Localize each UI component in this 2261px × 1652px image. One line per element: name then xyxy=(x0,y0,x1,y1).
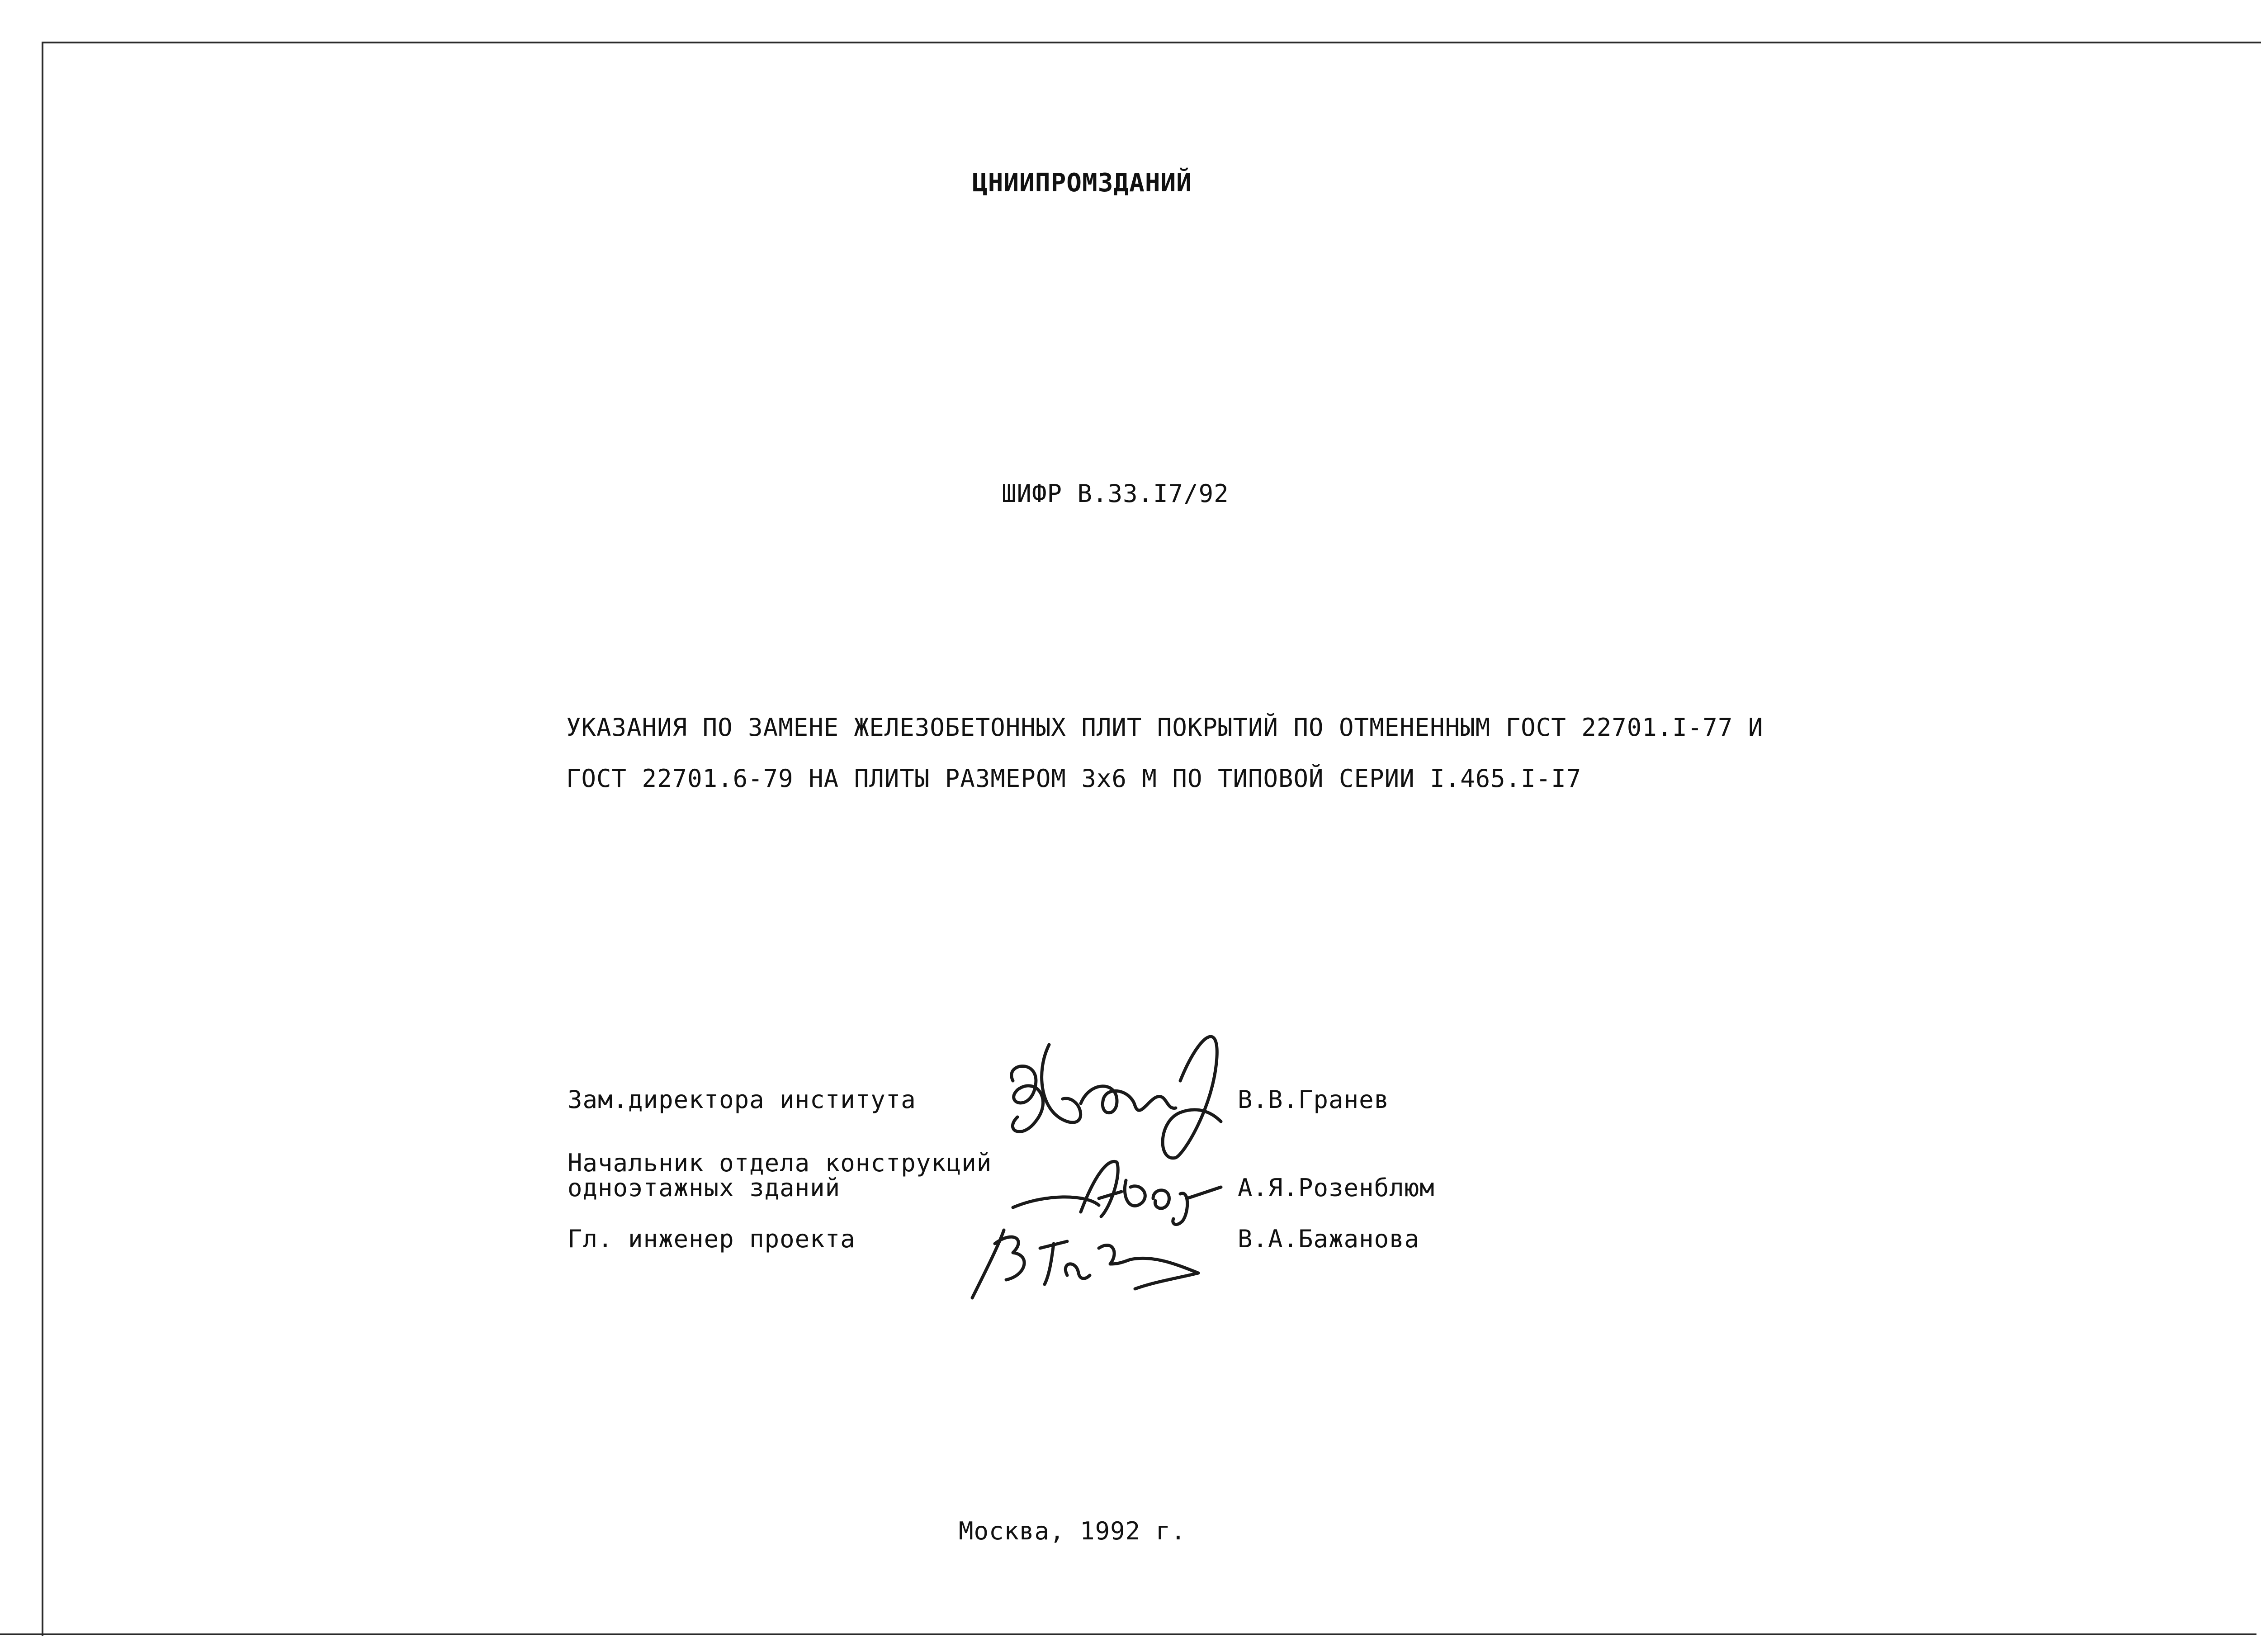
place-and-year: Москва, 1992 г. xyxy=(959,1517,1186,1545)
signatory-role-department-head-line-1: Начальник отдела конструкций xyxy=(568,1149,992,1177)
signature-bazhanova xyxy=(963,1212,1207,1302)
signatory-name-rozenblum: А.Я.Розенблюм xyxy=(1238,1174,1435,1202)
signatory-role-deputy-director: Зам.директора института xyxy=(568,1085,916,1114)
signatory-name-bazhanova: В.А.Бажанова xyxy=(1238,1225,1420,1253)
frame-left xyxy=(42,42,43,1636)
signatory-role-department-head-line-2: одноэтажных зданий xyxy=(568,1174,841,1202)
frame-top xyxy=(42,42,2261,43)
document-code: ШИФР В.33.I7/92 xyxy=(1002,479,1229,508)
document-title-line-1: УКАЗАНИЯ ПО ЗАМЕНЕ ЖЕЛЕЗОБЕТОННЫХ ПЛИТ ПОКРЫТИЙ ПО ОТМЕНЕННЫМ ГОСТ 22701.I-77 И xyxy=(566,713,1764,742)
frame-bottom xyxy=(0,1633,2256,1635)
signatory-name-granev: В.В.Гранев xyxy=(1238,1085,1390,1114)
document-title-line-2: ГОСТ 22701.6-79 НА ПЛИТЫ РАЗМЕРОМ 3х6 М ПО ТИПОВОЙ СЕРИИ I.465.I-I7 xyxy=(566,764,1582,793)
organization-heading: ЦНИИПРОМЗДАНИЙ xyxy=(972,168,1192,198)
signatory-role-chief-engineer: Гл. инженер проекта xyxy=(568,1225,856,1253)
